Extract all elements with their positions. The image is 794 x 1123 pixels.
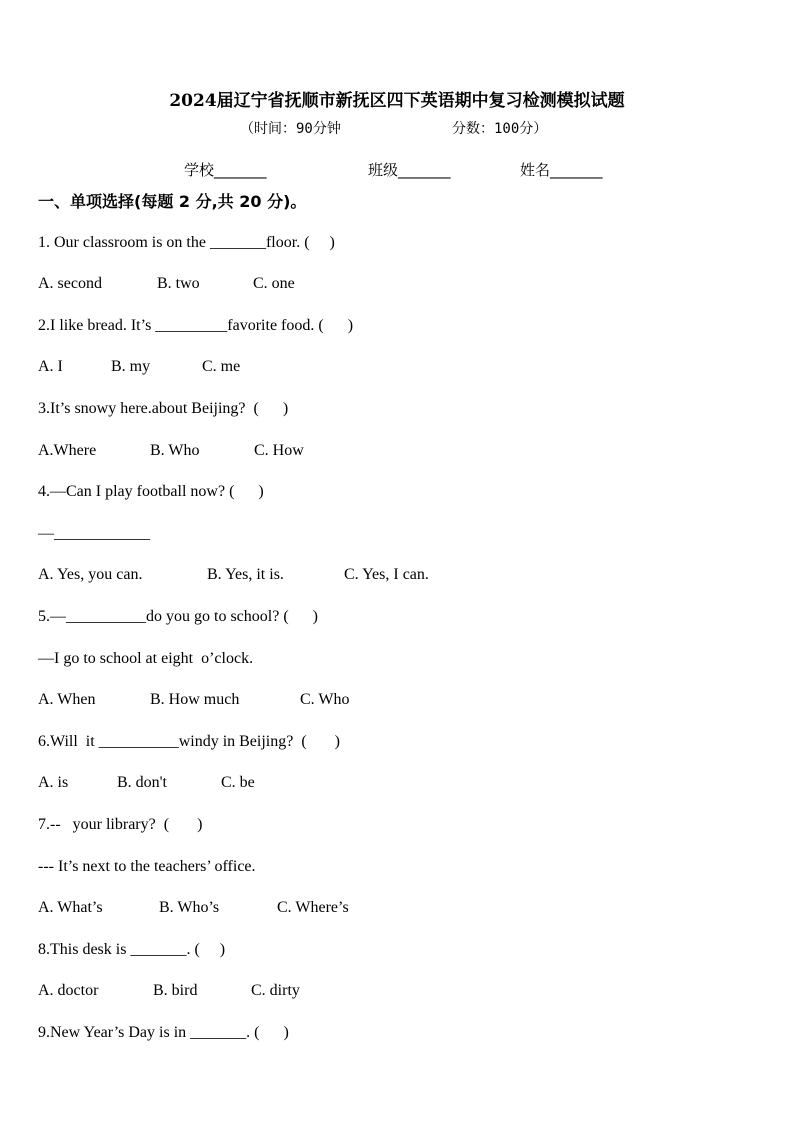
question-3-option-a: A.Where (38, 442, 97, 459)
question-4-stem: 4.—Can I play football now? ( ) (38, 483, 264, 500)
question-3-option-b: B. Who (150, 442, 200, 459)
question-2-option-c: C. me (202, 358, 241, 375)
question-6-stem: 6.Will it __________windy in Beijing? ( ) (38, 733, 340, 750)
exam-time: （时间：90分钟 (240, 121, 341, 137)
question-5-option-c: C. Who (300, 691, 350, 708)
section-heading: 一、单项选择(每题 2 分,共 20 分)。 (38, 192, 307, 211)
question-5-option-b: B. How much (150, 691, 240, 708)
name-field: 姓名_______ (520, 161, 603, 179)
question-9-stem: 9.New Year’s Day is in _______. ( ) (38, 1024, 289, 1041)
question-7-option-c: C. Where’s (277, 899, 349, 916)
exam-score: 分数：100分） (452, 121, 548, 137)
question-5-option-a: A. When (38, 691, 96, 708)
question-8-stem: 8.This desk is _______. ( ) (38, 941, 226, 958)
question-1-option-b: B. two (157, 275, 200, 292)
question-4-option-c: C. Yes, I can. (344, 566, 429, 583)
class-field: 班级_______ (368, 161, 451, 179)
question-7-option-a: A. What’s (38, 899, 103, 916)
question-8-option-a: A. doctor (38, 982, 99, 999)
question-2-option-a: A. I (38, 358, 63, 375)
question-4-option-b: B. Yes, it is. (207, 566, 284, 583)
question-7-option-b: B. Who’s (159, 899, 220, 916)
question-5-dialogue: —I go to school at eight o’clock. (38, 650, 254, 667)
question-1-stem: 1. Our classroom is on the _______floor. ( ) (38, 234, 335, 251)
question-3-option-c: C. How (254, 442, 304, 459)
question-5-stem: 5.—__________do you go to school? ( ) (38, 608, 318, 625)
question-8-option-b: B. bird (153, 982, 198, 999)
question-3-stem: 3.It’s snowy here.about Beijing? ( ) (38, 400, 289, 417)
question-1-option-c: C. one (253, 275, 295, 292)
question-7-stem: 7.-- your library? ( ) (38, 816, 203, 833)
question-2-option-b: B. my (111, 358, 151, 375)
question-4-option-a: A. Yes, you can. (38, 566, 143, 583)
question-7-dialogue: --- It’s next to the teachers’ office. (38, 858, 256, 875)
school-field: 学校_______ (184, 161, 267, 179)
question-1-option-a: A. second (38, 275, 102, 292)
question-4-answer-line: —____________ (38, 525, 150, 542)
exam-title: 2024届辽宁省抚顺市新抚区四下英语期中复习检测模拟试题 (169, 91, 625, 111)
question-6-option-a: A. is (38, 774, 69, 791)
question-8-option-c: C. dirty (251, 982, 300, 999)
question-6-option-b: B. don't (117, 774, 167, 791)
question-2-stem: 2.I like bread. It’s _________favorite food. ( ) (38, 317, 354, 334)
question-6-option-c: C. be (221, 774, 255, 791)
